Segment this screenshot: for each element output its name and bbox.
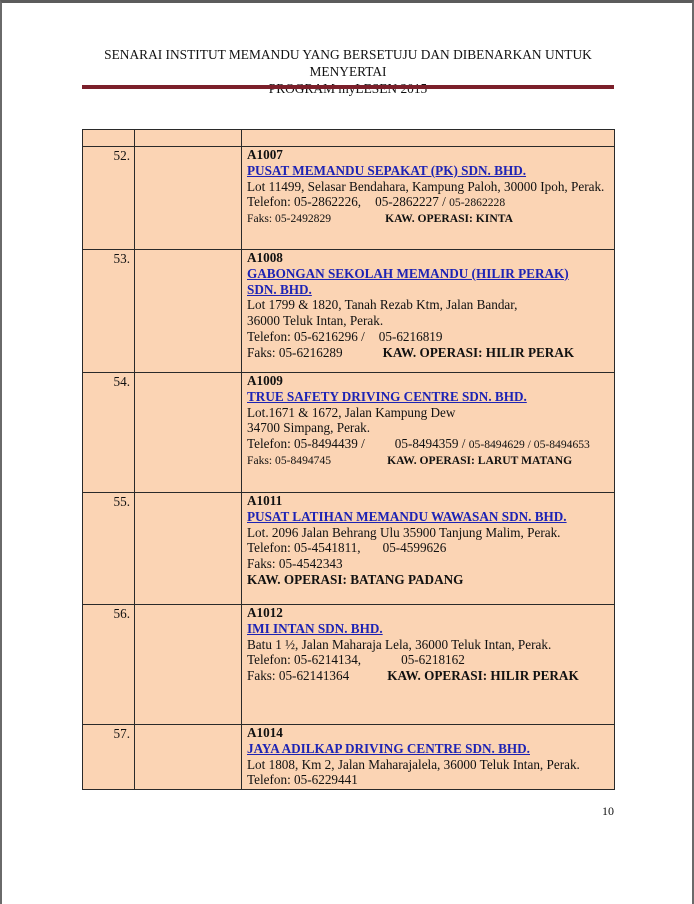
- table-row: [83, 147, 615, 250]
- telephone-line: Telefon: 05-6216296 / 05-6216819: [247, 328, 443, 344]
- institute-address: Lot 11499, Selasar Bendahara, Kampung Paloh, 30000 Ipoh, Perak.: [247, 178, 605, 194]
- row-blank-cell: [135, 250, 242, 373]
- operation-area: KAW. OPERASI: BATANG PADANG: [247, 571, 464, 587]
- row-number: 57.: [83, 725, 135, 790]
- row-number: 56.: [83, 605, 135, 725]
- fax-line: Faks: 05-2492829 KAW. OPERASI: KINTA: [247, 212, 513, 226]
- row-blank-cell: [135, 605, 242, 725]
- fax-line: Faks: 05-6216289 KAW. OPERASI: HILIR PERAK: [247, 344, 575, 360]
- institute-code: A1012: [247, 605, 283, 620]
- operation-area: KAW. OPERASI: KINTA: [385, 212, 513, 226]
- institute-address-line1: Lot 1799 & 1820, Tanah Rezab Ktm, Jalan Bandar,: [247, 297, 518, 313]
- institute-name-link[interactable]: IMI INTAN SDN. BHD.: [247, 620, 383, 636]
- row-blank-cell: [135, 147, 242, 250]
- page-header: [82, 46, 614, 97]
- telephone-line: Telefon: 05-2862226, 05-2862227 / 05-2862228: [247, 194, 506, 210]
- page-number: 10: [602, 804, 614, 818]
- institute-name-link[interactable]: JAYA ADILKAP DRIVING CENTRE SDN. BHD.: [247, 740, 530, 756]
- header-cell-blank: [135, 130, 242, 147]
- row-detail: [242, 725, 615, 790]
- institute-name-link[interactable]: GABONGAN SEKOLAH MEMANDU (HILIR PERAK) SDN. BHD.: [247, 265, 569, 297]
- table-header-row: [83, 130, 615, 147]
- telephone-line: Telefon: 05-8494439 / 05-8494359 / 05-8494629 / 05-8494653: [247, 436, 590, 452]
- row-blank-cell: [135, 725, 242, 790]
- row-blank-cell: [135, 493, 242, 605]
- institute-address: Batu 1 ½, Jalan Maharaja Lela, 36000 Teluk Intan, Perak.: [247, 636, 552, 652]
- fax-line: Faks: 05-62141364 KAW. OPERASI: HILIR PERAK: [247, 668, 579, 684]
- institute-code: A1008: [247, 250, 283, 265]
- header-rule: [82, 85, 614, 89]
- fax-line: Faks: 05-8494745 KAW. OPERASI: LARUT MATANG: [247, 453, 573, 467]
- table-row: [83, 493, 615, 605]
- institute-address: Lot 1808, Km 2, Jalan Maharajalela, 36000 Teluk Intan, Perak.: [247, 756, 580, 772]
- table-row: [83, 605, 615, 725]
- row-detail: [242, 373, 615, 493]
- operation-area: KAW. OPERASI: LARUT MATANG: [387, 453, 573, 467]
- row-blank-cell: [135, 373, 242, 493]
- header-title-line1: SENARAI INSTITUT MEMANDU YANG BERSETUJU DAN DIBENARKAN UNTUK MENYERTAI: [104, 47, 592, 79]
- row-detail: [242, 147, 615, 250]
- row-detail: [242, 493, 615, 605]
- institute-address-line1: Lot.1671 & 1672, Jalan Kampung Dew: [247, 404, 456, 420]
- telephone-line: Telefon: 05-6229441: [247, 772, 358, 788]
- row-number: 53.: [83, 250, 135, 373]
- table-row: [83, 725, 615, 790]
- institute-name-link[interactable]: PUSAT LATIHAN MEMANDU WAWASAN SDN. BHD.: [247, 508, 567, 524]
- institute-address-line2: 36000 Teluk Intan, Perak.: [247, 313, 384, 329]
- institute-code: A1009: [247, 373, 283, 388]
- row-number: 54.: [83, 373, 135, 493]
- telephone-line: Telefon: 05-6214134, 05-6218162: [247, 652, 465, 668]
- fax-line: Faks: 05-4542343: [247, 556, 343, 572]
- row-number: 55.: [83, 493, 135, 605]
- header-cell-detail: [242, 130, 615, 147]
- telephone-line: Telefon: 05-4541811, 05-4599626: [247, 540, 447, 556]
- table-row: [83, 373, 615, 493]
- institute-name-link[interactable]: PUSAT MEMANDU SEPAKAT (PK) SDN. BHD.: [247, 162, 527, 178]
- operation-area: KAW. OPERASI: HILIR PERAK: [387, 668, 579, 684]
- institute-code: A1014: [247, 725, 283, 740]
- row-detail: [242, 605, 615, 725]
- institute-table: [82, 129, 615, 790]
- institute-code: A1007: [247, 147, 283, 162]
- institute-address-line2: 34700 Simpang, Perak.: [247, 420, 371, 436]
- table-row: [83, 250, 615, 373]
- institute-address: Lot. 2096 Jalan Behrang Ulu 35900 Tanjung Malim, Perak.: [247, 524, 561, 540]
- institute-code: A1011: [247, 493, 283, 508]
- operation-area: KAW. OPERASI: HILIR PERAK: [382, 344, 575, 360]
- row-detail: [242, 250, 615, 373]
- row-number: 52.: [83, 147, 135, 250]
- institute-name-link[interactable]: TRUE SAFETY DRIVING CENTRE SDN. BHD.: [247, 388, 527, 404]
- header-cell-num: [83, 130, 135, 147]
